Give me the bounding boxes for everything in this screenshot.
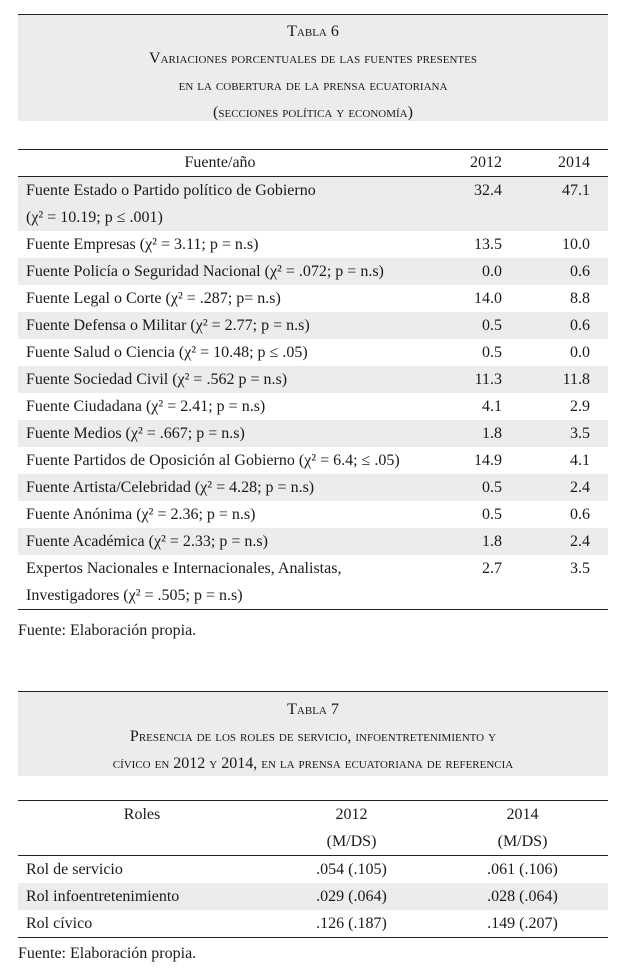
tabla7-table	[18, 800, 608, 938]
value-2014-cell: 11.8	[520, 366, 608, 393]
tabla7-subheader-row	[18, 828, 608, 856]
value-2014-cell: 47.1	[520, 177, 608, 232]
tabla6-subtitle-line-1: Variaciones porcentuales de las fuentes presentes	[149, 50, 477, 67]
table-row	[18, 420, 608, 447]
source-cell-line: Fuente Artista/Celebridad (χ² = 4.28; p = n.s)	[26, 479, 315, 496]
source-cell	[18, 528, 422, 555]
source-cell-line: Fuente Medios (χ² = .667; p = n.s)	[26, 425, 245, 442]
tabla6-subtitle-line-3: (secciones política y economía)	[213, 104, 413, 121]
tabla7-title: Tabla 7	[287, 701, 339, 718]
value-2014-cell: .149 (.207)	[437, 910, 608, 938]
source-cell	[18, 447, 422, 474]
table-row	[18, 177, 608, 232]
table-row	[18, 528, 608, 555]
tabla7-subtitle-line-1: Presencia de los roles de servicio, infoentretenimiento y	[129, 728, 497, 745]
tabla6-caption	[18, 14, 608, 121]
tabla6-source-note: Fuente: Elaboración propia.	[18, 622, 197, 639]
source-cell	[18, 258, 422, 285]
value-2014-cell: 0.6	[570, 506, 590, 523]
tabla6-table	[18, 149, 608, 610]
value-2012-cell: 0.5	[482, 344, 502, 361]
col-header-2012: 2012	[266, 801, 437, 829]
source-cell	[18, 177, 422, 232]
col-subheader-2014: (M/DS)	[437, 828, 608, 856]
value-2014-cell: .061 (.106)	[487, 861, 558, 878]
col-subheader-2012: (M/DS)	[266, 828, 437, 856]
value-2012-cell: .029 (.064)	[266, 883, 437, 910]
source-cell-line: Fuente Académica (χ² = 2.33; p = n.s)	[26, 533, 268, 550]
source-cell-line: Fuente Ciudadana (χ² = 2.41; p = n.s)	[26, 398, 266, 415]
col-header-roles: Roles	[18, 801, 266, 829]
role-cell: Rol de servicio	[26, 861, 123, 878]
value-2014-cell: 2.4	[520, 474, 608, 501]
source-cell-line: Fuente Defensa o Militar (χ² = 2.77; p = n.s)	[26, 317, 310, 334]
value-2014-cell: 0.6	[520, 312, 608, 339]
table-row	[18, 231, 608, 258]
value-2012-cell: 2.7	[422, 555, 520, 610]
value-2012-cell: 0.5	[482, 506, 502, 523]
value-2012-cell: 14.0	[474, 290, 502, 307]
tabla6-header-row	[18, 150, 608, 177]
source-cell-line: (χ² = 10.19; p ≤ .001)	[26, 209, 163, 226]
value-2012-cell: 0.0	[422, 258, 520, 285]
table-row	[18, 366, 608, 393]
tabla7-header-row	[18, 801, 608, 829]
col-header-fuente: Fuente/año	[18, 150, 422, 177]
role-cell: Rol infoentretenimiento	[18, 883, 266, 910]
table-row	[18, 910, 608, 938]
value-2012-cell: 1.8	[422, 528, 520, 555]
value-2014-cell: 3.5	[520, 420, 608, 447]
table-row	[18, 258, 608, 285]
value-2012-cell: 0.5	[422, 474, 520, 501]
value-2014-cell: 2.9	[570, 398, 590, 415]
source-cell	[18, 420, 422, 447]
col-header-2012: 2012	[422, 150, 520, 177]
value-2014-cell: 4.1	[570, 452, 590, 469]
source-cell	[18, 285, 422, 312]
source-cell	[18, 339, 422, 366]
value-2012-cell: 1.8	[422, 420, 520, 447]
source-cell-line: Fuente Sociedad Civil (χ² = .562 p = n.s)	[26, 371, 288, 388]
table-row	[18, 285, 608, 312]
tabla7-subtitle-line-2: cívico en 2012 y 2014, en la prensa ecuatoriana de referencia	[112, 755, 514, 772]
table-row	[18, 501, 608, 528]
role-cell: Rol cívico	[18, 910, 266, 938]
source-cell	[18, 474, 422, 501]
value-2012-cell: .054 (.105)	[316, 861, 387, 878]
tabla7-caption	[18, 691, 608, 776]
source-cell	[18, 555, 422, 610]
source-cell-line: Fuente Legal o Corte (χ² = .287; p= n.s)	[26, 290, 281, 307]
source-cell-line: Expertos Nacionales e Internacionales, Analistas,	[26, 560, 342, 577]
source-cell-line: Investigadores (χ² = .505; p = n.s)	[26, 587, 243, 604]
source-cell	[18, 312, 422, 339]
table-row	[18, 883, 608, 910]
value-2014-cell: 3.5	[520, 555, 608, 610]
value-2012-cell: 13.5	[474, 236, 502, 253]
source-cell-line: Fuente Anónima (χ² = 2.36; p = n.s)	[26, 506, 256, 523]
source-cell-line: Fuente Estado o Partido político de Gobierno	[26, 182, 316, 199]
value-2014-cell: 8.8	[570, 290, 590, 307]
tabla6-title: Tabla 6	[287, 23, 339, 40]
table-row	[18, 555, 608, 610]
value-2014-cell: 0.6	[520, 258, 608, 285]
source-cell-line: Fuente Policía o Seguridad Nacional (χ² = .072; p = n.s)	[26, 263, 384, 280]
source-cell	[18, 231, 422, 258]
value-2012-cell: 32.4	[422, 177, 520, 232]
value-2012-cell: 11.3	[422, 366, 520, 393]
value-2012-cell: .126 (.187)	[266, 910, 437, 938]
tabla7-source-note: Fuente: Elaboración propia.	[18, 945, 197, 962]
value-2012-cell: 4.1	[482, 398, 502, 415]
value-2014-cell: 0.0	[570, 344, 590, 361]
value-2012-cell: 0.5	[422, 312, 520, 339]
table-row	[18, 393, 608, 420]
source-cell	[18, 393, 422, 420]
tabla6-subtitle-line-2: en la cobertura de la prensa ecuatoriana	[178, 77, 448, 94]
table-row	[18, 856, 608, 884]
col-subheader-empty	[18, 828, 266, 856]
table-row	[18, 312, 608, 339]
table-row	[18, 474, 608, 501]
col-header-2014: 2014	[437, 801, 608, 829]
value-2014-cell: .028 (.064)	[437, 883, 608, 910]
source-cell	[18, 366, 422, 393]
col-header-2014: 2014	[520, 150, 608, 177]
source-cell-line: Fuente Partidos de Oposición al Gobierno (χ² = 6.4; ≤ .05)	[26, 452, 400, 469]
table-row	[18, 339, 608, 366]
value-2014-cell: 10.0	[562, 236, 590, 253]
source-cell-line: Fuente Salud o Ciencia (χ² = 10.48; p ≤ .05)	[26, 344, 308, 361]
source-cell-line: Fuente Empresas (χ² = 3.11; p = n.s)	[26, 236, 259, 253]
value-2014-cell: 2.4	[520, 528, 608, 555]
value-2012-cell: 14.9	[474, 452, 502, 469]
source-cell	[18, 501, 422, 528]
table-row	[18, 447, 608, 474]
